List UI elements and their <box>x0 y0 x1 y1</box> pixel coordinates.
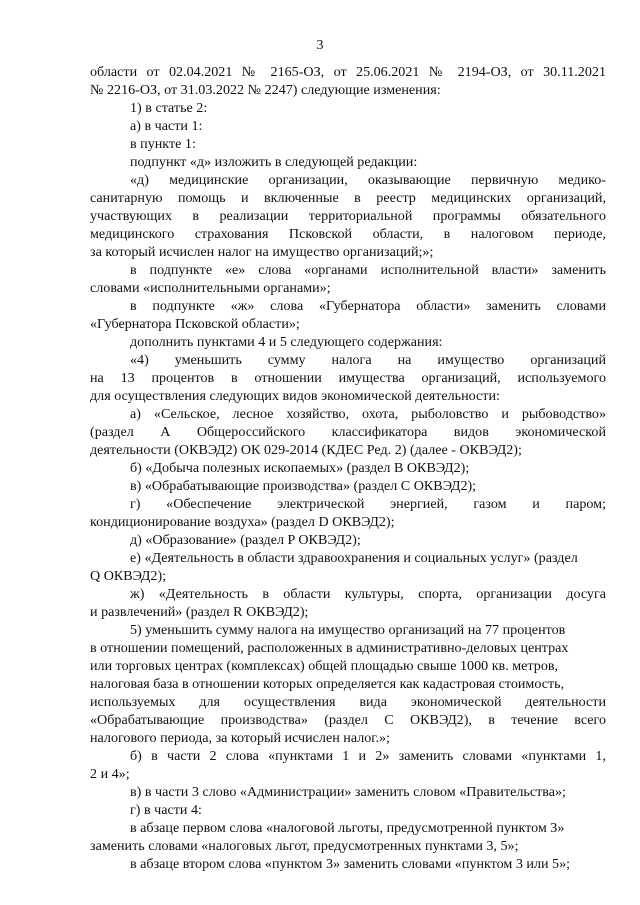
text-line: на 13 процентов в отношении имущества организаций, используемого <box>90 370 606 386</box>
text-line: «Губернатора Псковской области»; <box>90 316 300 332</box>
text-line: в абзаце первом слова «налоговой льготы, предусмотренной пунктом 3» <box>130 820 565 836</box>
text-line: для осуществления следующих видов экономической деятельности: <box>90 388 500 404</box>
text-line: в) в части 3 слово «Администрации» заменить словом «Правительства»; <box>130 784 566 800</box>
text-line: (раздел А Общероссийского классификатора видов экономической <box>90 424 606 440</box>
text-line: медицинского страхования Псковской области, в налоговом периоде, <box>90 226 606 242</box>
text-line: «д) медицинские организации, оказывающие первичную медико- <box>130 172 606 188</box>
text-line: санитарную помощь и включенные в реестр медицинских организаций, <box>90 190 606 206</box>
text-line: е) «Деятельность в области здравоохранения и социальных услуг» (раздел <box>130 550 578 566</box>
text-line: б) в части 2 слова «пунктами 1 и 2» заменить словами «пунктами 1, <box>130 748 606 764</box>
text-line: б) «Добыча полезных ископаемых» (раздел B ОКВЭД2); <box>130 460 470 476</box>
text-line: дополнить пунктами 4 и 5 следующего содержания: <box>130 334 443 350</box>
text-line: г) в части 4: <box>130 802 202 818</box>
text-line: деятельности (ОКВЭД2) ОК 029-2014 (КДЕС Ред. 2) (далее - ОКВЭД2); <box>90 442 522 458</box>
text-line: в подпункте «е» слова «органами исполнительной власти» заменить <box>130 262 606 278</box>
text-line: кондиционирование воздуха» (раздел D ОКВЭД2); <box>90 514 395 530</box>
text-line: за который исчислен налог на имущество организаций;»; <box>90 244 434 260</box>
text-line: налоговая база в отношении которых определяется как кадастровая стоимость, <box>90 676 565 692</box>
text-line: а) в части 1: <box>130 118 203 134</box>
text-line: налогового периода, за который исчислен налог.»; <box>90 730 390 746</box>
text-line: «4) уменьшить сумму налога на имущество организаций <box>130 352 606 368</box>
text-line: 1) в статье 2: <box>130 100 208 116</box>
text-line: и развлечений» (раздел R ОКВЭД2); <box>90 604 309 620</box>
text-line: № 2216-ОЗ, от 31.03.2022 № 2247) следующие изменения: <box>90 82 441 98</box>
text-line: в отношении помещений, расположенных в административно-деловых центрах <box>90 640 569 656</box>
text-line: в абзаце втором слова «пунктом 3» заменить словами «пунктом 3 или 5»; <box>130 856 571 872</box>
text-line: области от 02.04.2021 № 2165-ОЗ, от 25.06.2021 № 2194-ОЗ, от 30.11.2021 <box>90 64 606 80</box>
text-line: Q ОКВЭД2); <box>90 568 167 584</box>
text-line: г) «Обеспечение электрической энергией, газом и паром; <box>130 496 606 512</box>
text-line: «Обрабатывающие производства» (раздел C ОКВЭД2), в течение всего <box>90 712 606 728</box>
text-line: подпункт «д» изложить в следующей редакции: <box>130 154 418 170</box>
text-line: ж) «Деятельность в области культуры, спорта, организации досуга <box>130 586 606 602</box>
text-line: участвующих в реализации территориальной программы обязательного <box>90 208 606 224</box>
text-line: или торговых центрах (комплексах) общей площадью свыше 1000 кв. метров, <box>90 658 559 674</box>
text-line: д) «Образование» (раздел P ОКВЭД2); <box>130 532 361 548</box>
text-line: в) «Обрабатывающие производства» (раздел C ОКВЭД2); <box>130 478 477 494</box>
text-line: 2 и 4»; <box>90 766 130 782</box>
text-line: в пункте 1: <box>130 136 196 152</box>
text-line: используемых для осуществления вида экономической деятельности <box>90 694 606 710</box>
text-line: заменить словами «налоговых льгот, предусмотренных пунктами 3, 5»; <box>90 838 519 854</box>
text-line: 5) уменьшить сумму налога на имущество организаций на 77 процентов <box>130 622 566 638</box>
text-line: словами «исполнительными органами»; <box>90 280 331 296</box>
page-number: 3 <box>316 37 324 53</box>
text-line: в подпункте «ж» слова «Губернатора области» заменить словами <box>130 298 606 314</box>
text-line: а) «Сельское, лесное хозяйство, охота, рыболовство и рыбоводство» <box>130 406 606 422</box>
